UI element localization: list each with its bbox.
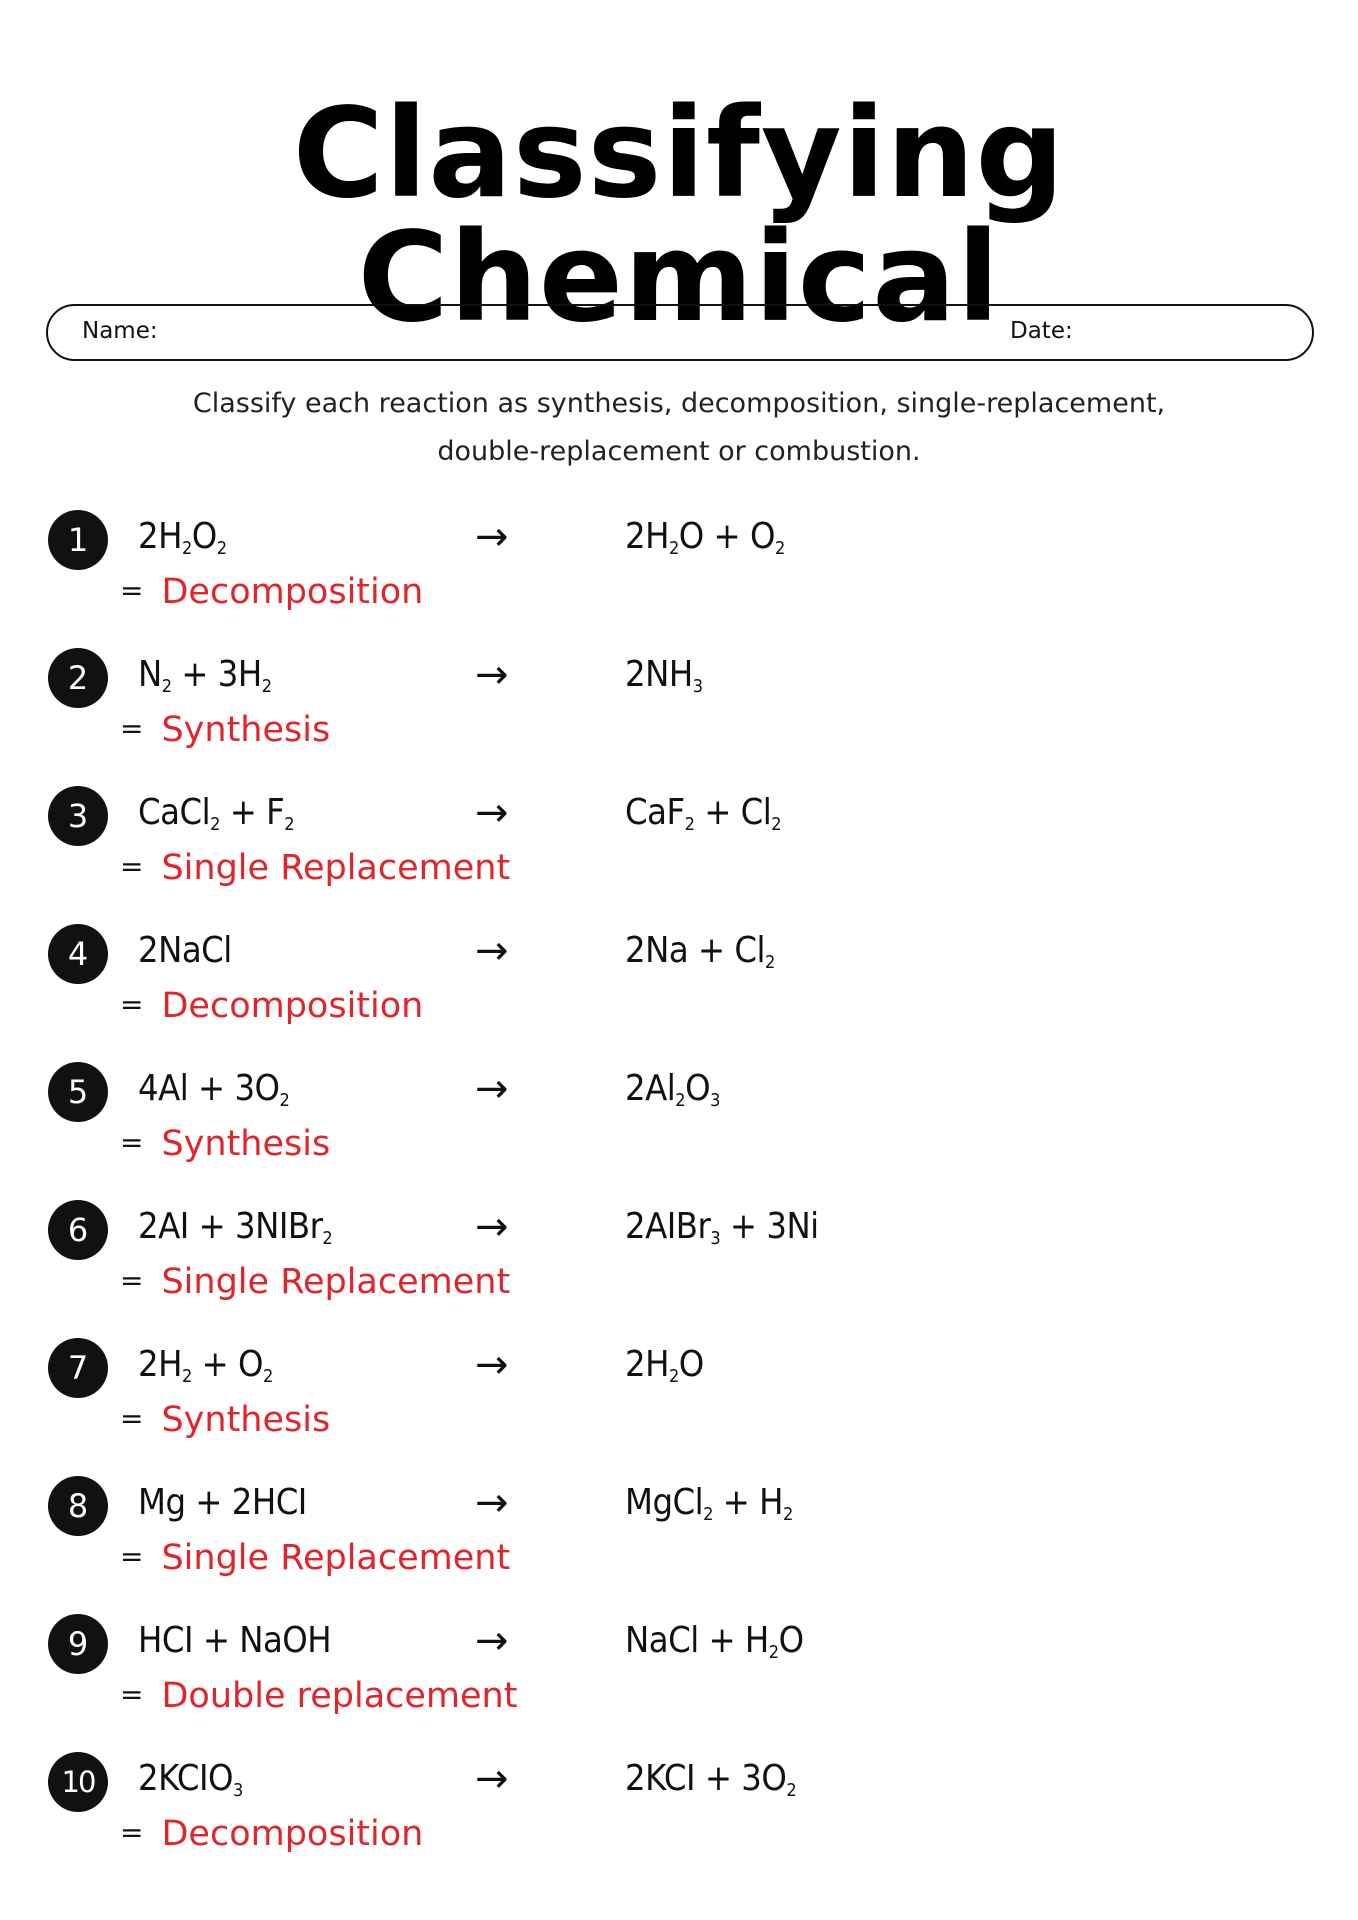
reaction-type-answer: Decomposition — [161, 986, 424, 1026]
reaction-type-answer: Single Replacement — [161, 1538, 511, 1578]
answer-line — [120, 710, 330, 750]
reaction-item — [0, 506, 1358, 644]
reaction-item — [0, 1196, 1358, 1334]
answer-line — [120, 986, 423, 1026]
reaction-item — [0, 1610, 1358, 1748]
question-number-badge: 1 — [48, 510, 108, 570]
question-number-badge: 2 — [48, 648, 108, 708]
equals-sign: = — [120, 1816, 144, 1849]
reaction-arrow-icon: → — [475, 1342, 509, 1388]
answer-line — [120, 1124, 330, 1164]
reactants: HCI + NaOH — [138, 1620, 332, 1661]
answer-line — [120, 1676, 517, 1716]
equals-sign: = — [120, 850, 144, 883]
equals-sign: = — [120, 1678, 144, 1711]
question-number-badge: 8 — [48, 1476, 108, 1536]
instructions-line-1: Classify each reaction as synthesis, decomposition, single-replacement, — [192, 388, 1166, 419]
reactants: 2AI + 3NIBr$_2$ — [138, 1206, 333, 1249]
products: $CaF_2 + Cl_2$ — [625, 792, 782, 835]
name-date-bar — [46, 304, 1314, 361]
reaction-item — [0, 1748, 1358, 1886]
equals-sign: = — [120, 1540, 144, 1573]
question-number-badge: 9 — [48, 1614, 108, 1674]
reaction-arrow-icon: → — [475, 1756, 509, 1802]
question-number-badge: 6 — [48, 1200, 108, 1260]
reaction-arrow-icon: → — [475, 1204, 509, 1250]
reaction-list — [0, 506, 1358, 1886]
question-number-badge: 4 — [48, 924, 108, 984]
products: 2AIBr$_3$ + 3Ni — [625, 1206, 819, 1249]
equals-sign: = — [120, 1264, 144, 1297]
products: MgCl$_2$ + $H_2$ — [625, 1482, 793, 1525]
answer-line — [120, 1262, 510, 1302]
instructions — [0, 380, 1358, 476]
equals-sign: = — [120, 712, 144, 745]
reaction-arrow-icon: → — [475, 790, 509, 836]
equals-sign: = — [120, 1402, 144, 1435]
reaction-type-answer: Single Replacement — [161, 1262, 511, 1302]
reaction-item — [0, 782, 1358, 920]
equals-sign: = — [120, 988, 144, 1021]
reaction-item — [0, 920, 1358, 1058]
answer-line — [120, 572, 423, 612]
reaction-type-answer: Synthesis — [161, 1400, 331, 1440]
reaction-type-answer: Double replacement — [161, 1676, 518, 1716]
name-label: Name: — [82, 318, 158, 344]
reaction-type-answer: Synthesis — [161, 1124, 331, 1164]
products: $2H_2O$ — [625, 1344, 704, 1387]
question-number-badge: 7 — [48, 1338, 108, 1398]
answer-line — [120, 1538, 510, 1578]
reactants: $2H_2 + O_2$ — [138, 1344, 273, 1387]
date-label: Date: — [1010, 318, 1073, 344]
question-number-badge: 10 — [48, 1752, 108, 1812]
answer-line — [120, 848, 510, 888]
equals-sign: = — [120, 574, 144, 607]
question-number-badge: 5 — [48, 1062, 108, 1122]
answer-line — [120, 1400, 330, 1440]
reactants: Mg + 2HCI — [138, 1482, 307, 1523]
reactants: CaCl$_2$ + $F_2$ — [138, 792, 295, 835]
reaction-type-answer: Single Replacement — [161, 848, 511, 888]
products: $2Na + Cl_2$ — [625, 930, 775, 973]
worksheet-title: Classifying Chemical — [292, 82, 1066, 350]
products: NaCl + $H_2O$ — [625, 1620, 804, 1663]
instructions-line-2: double-replacement or combustion. — [437, 436, 921, 467]
reaction-item — [0, 1058, 1358, 1196]
reaction-type-answer: Synthesis — [161, 710, 331, 750]
reaction-item — [0, 1472, 1358, 1610]
reactants: $N_2 + 3H_2$ — [138, 654, 272, 697]
reactants: 2NaCl — [138, 930, 232, 971]
products: $2NH_3$ — [625, 654, 703, 697]
reaction-arrow-icon: → — [475, 652, 509, 698]
reaction-arrow-icon: → — [475, 1066, 509, 1112]
reaction-arrow-icon: → — [475, 514, 509, 560]
question-number-badge: 3 — [48, 786, 108, 846]
reaction-arrow-icon: → — [475, 928, 509, 974]
products: $2H_2O + O_2$ — [625, 516, 785, 559]
reactants: $2KCIO_3$ — [138, 1758, 243, 1801]
answer-line — [120, 1814, 423, 1854]
equals-sign: = — [120, 1126, 144, 1159]
reactants: $4Al + 3O_2$ — [138, 1068, 290, 1111]
products: $2Al_2O_3$ — [625, 1068, 720, 1111]
reactants: $2H_2O_2$ — [138, 516, 227, 559]
reaction-item — [0, 644, 1358, 782]
reaction-arrow-icon: → — [475, 1480, 509, 1526]
reaction-item — [0, 1334, 1358, 1472]
reaction-type-answer: Decomposition — [161, 572, 424, 612]
reaction-type-answer: Decomposition — [161, 1814, 424, 1854]
reaction-arrow-icon: → — [475, 1618, 509, 1664]
products: $2KCI + 3O_2$ — [625, 1758, 797, 1801]
